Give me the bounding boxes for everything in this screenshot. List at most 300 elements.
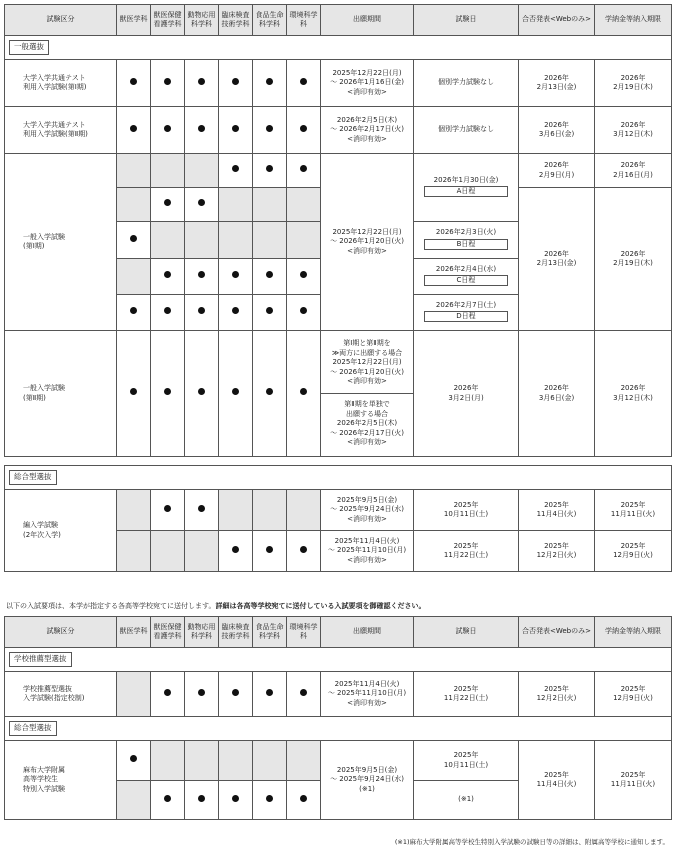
empty-cell	[151, 531, 185, 572]
date-line: 2025年	[453, 541, 479, 550]
name-line: 高等学校生	[23, 775, 58, 784]
name-line: 学校推薦型選抜	[23, 684, 72, 693]
dot-cell	[117, 60, 151, 107]
exam-date-cell	[414, 531, 519, 572]
dot-icon	[232, 271, 239, 278]
table-row	[5, 331, 672, 457]
dot-cell	[253, 259, 287, 295]
date-line: 2025年	[453, 500, 479, 509]
result-cell	[519, 188, 595, 331]
dot-cell	[287, 531, 321, 572]
exam-name	[5, 60, 117, 107]
header-cell: 合否発表<Webのみ>	[519, 5, 595, 36]
date-line: 2月13日(金)	[536, 259, 577, 267]
period-cell	[321, 154, 414, 331]
dot-cell	[219, 331, 253, 457]
schedule-table-2	[4, 616, 672, 820]
period-cell	[321, 531, 414, 572]
period-line: <消印有効>	[347, 87, 387, 96]
dot-cell	[253, 107, 287, 154]
payment-cell	[595, 154, 672, 188]
header-cell: 試験日	[414, 5, 519, 36]
period-line: 2025年12月22日(月)	[332, 358, 402, 367]
dot-icon	[164, 125, 171, 132]
header-cell: 出願期間	[321, 5, 414, 36]
header-label: 獣医保健看護学科	[153, 10, 182, 28]
date-line: 2025年	[544, 500, 569, 509]
period-line: 出願する場合	[346, 409, 388, 418]
date-line: 12月9日(火)	[613, 694, 653, 702]
header-label: 臨床検査技術学科	[221, 10, 250, 28]
dot-cell	[219, 107, 253, 154]
empty-cell	[117, 490, 151, 531]
dot-icon	[198, 307, 205, 314]
dot-cell	[287, 295, 321, 331]
payment-cell	[595, 107, 672, 154]
section-sogo-label: 総合型選抜	[9, 721, 57, 735]
header-cell: 出願期間	[321, 617, 414, 648]
dot-cell	[185, 107, 219, 154]
header-label: 動物応用科学科	[187, 10, 216, 28]
dot-icon	[232, 795, 239, 802]
dot-icon	[130, 307, 137, 314]
dot-cell	[185, 490, 219, 531]
header-label: 食品生命科学科	[255, 10, 284, 28]
period-line: ～ 2025年9月24日(水)	[330, 775, 404, 784]
dot-cell	[151, 107, 185, 154]
period-line: 第Ⅰ期と第Ⅱ期を	[343, 339, 391, 348]
dot-icon	[198, 125, 205, 132]
name-line: 利用入学試験(第Ⅰ期)	[23, 83, 87, 91]
empty-cell	[253, 188, 287, 222]
dot-icon	[232, 388, 239, 395]
dot-cell	[185, 188, 219, 222]
exam-date-cell	[414, 741, 519, 781]
dot-icon	[266, 388, 273, 395]
header-cell	[151, 5, 185, 36]
exam-date-cell	[414, 331, 519, 457]
result-cell	[519, 331, 595, 457]
header-cell: 学納金等納入期限	[595, 617, 672, 648]
schedule-table-1	[4, 4, 672, 572]
header-cell	[287, 5, 321, 36]
date-line: 2026年	[544, 161, 569, 170]
dot-cell	[185, 672, 219, 717]
footnote: (※1)麻布大学附属高等学校生特別入学試験の試験日等の詳細は、附属高等学校に通知します。	[394, 838, 669, 846]
name-line: 一般入学試験	[23, 232, 65, 241]
result-cell	[519, 60, 595, 107]
schedule-b-label: B日程	[424, 239, 508, 250]
dot-cell	[219, 259, 253, 295]
header-cell: 臨床検査技術学科	[219, 617, 253, 648]
payment-cell	[595, 490, 672, 531]
dot-cell	[151, 781, 185, 820]
header-cell	[117, 5, 151, 36]
dot-icon	[266, 78, 273, 85]
name-line: 大学入学共通テスト	[23, 73, 86, 82]
table-row	[5, 741, 672, 781]
empty-cell	[219, 490, 253, 531]
header-cell: 試験日	[414, 617, 519, 648]
exam-date-cell	[414, 490, 519, 531]
notice-bold: 詳細は各高等学校宛てに送付している入試要項を御確認ください。	[215, 602, 426, 610]
name-line: 大学入学共通テスト	[23, 120, 86, 129]
period-line: <消印有効>	[347, 555, 387, 564]
period-single	[321, 394, 413, 455]
exam-name	[5, 672, 117, 717]
dot-icon	[266, 689, 273, 696]
dot-cell	[185, 259, 219, 295]
date-line: 11月22日(土)	[443, 551, 489, 559]
exam-date-cell: 個別学力試験なし	[414, 60, 519, 107]
empty-cell	[219, 741, 253, 781]
result-cell	[519, 672, 595, 717]
dot-icon	[232, 78, 239, 85]
dot-cell	[151, 490, 185, 531]
section-cell	[5, 466, 672, 490]
dot-icon	[300, 388, 307, 395]
exam-name	[5, 331, 117, 457]
exam-date-b	[414, 222, 519, 259]
date-line: 2025年	[544, 541, 569, 550]
period-split	[321, 333, 413, 454]
period-cell	[321, 331, 414, 457]
empty-cell	[185, 222, 219, 259]
date-line: 12月2日(火)	[536, 694, 577, 702]
date-line: 11月4日(火)	[536, 510, 577, 518]
section-cell	[5, 717, 672, 741]
empty-cell	[185, 741, 219, 781]
date-line: 2月19日(木)	[613, 259, 653, 267]
dot-cell	[287, 672, 321, 717]
date-line: 2025年	[453, 684, 479, 693]
payment-cell	[595, 741, 672, 820]
date-line: 3月6日(金)	[538, 130, 575, 138]
dot-cell	[185, 60, 219, 107]
dot-icon	[198, 689, 205, 696]
empty-cell	[151, 222, 185, 259]
header-cell	[185, 5, 219, 36]
table-row	[5, 154, 672, 188]
date-line: 11月11日(火)	[610, 510, 656, 518]
dot-icon	[266, 125, 273, 132]
dot-icon	[232, 165, 239, 172]
dot-icon	[198, 795, 205, 802]
dot-icon	[198, 505, 205, 512]
result-cell	[519, 154, 595, 188]
period-line: <消印有効>	[347, 134, 387, 143]
period-cell	[321, 490, 414, 531]
period-line: 第Ⅱ期を単独で	[344, 400, 390, 409]
period-cell	[321, 741, 414, 820]
date-line: 2026年	[620, 384, 646, 393]
notice-text	[6, 601, 425, 611]
dot-cell	[253, 154, 287, 188]
dot-cell	[287, 781, 321, 820]
dot-icon	[164, 78, 171, 85]
header-cell: 学納金等納入期限	[595, 5, 672, 36]
dot-icon	[164, 388, 171, 395]
dot-icon	[300, 546, 307, 553]
dot-icon	[300, 271, 307, 278]
period-line: <消印有効>	[347, 438, 387, 447]
empty-cell	[287, 222, 321, 259]
payment-cell	[595, 60, 672, 107]
dot-icon	[198, 271, 205, 278]
date-line: 2025年	[453, 751, 479, 760]
section-cell	[5, 36, 672, 60]
exam-date-cell: (※1)	[414, 781, 519, 820]
section-sogo-label: 総合型選抜	[9, 470, 57, 484]
dot-cell	[287, 259, 321, 295]
period-line: 2025年11月4日(火)	[334, 679, 400, 688]
header-cell: 試験区分	[5, 617, 117, 648]
dot-cell	[287, 107, 321, 154]
dot-icon	[266, 795, 273, 802]
date-line: 2026年	[620, 73, 646, 82]
date-line: 2026年	[544, 73, 569, 82]
period-line: ～ 2025年9月24日(水)	[330, 505, 404, 514]
header-cell: 獣医学科	[117, 617, 151, 648]
dot-cell	[151, 60, 185, 107]
header-label: 環境科学科	[289, 10, 318, 28]
schedule-c-label: C日程	[424, 275, 508, 286]
section-row	[5, 36, 672, 60]
dot-cell	[219, 781, 253, 820]
empty-cell	[151, 741, 185, 781]
empty-cell	[117, 154, 151, 188]
dot-cell	[185, 331, 219, 457]
header-cell	[219, 5, 253, 36]
period-line: ～ 2025年11月10日(月)	[327, 546, 407, 555]
period-cell	[321, 60, 414, 107]
dot-icon	[300, 78, 307, 85]
date-line: 2月9日(月)	[538, 170, 575, 179]
period-line: <消印有効>	[347, 698, 387, 707]
section-cell	[5, 648, 672, 672]
dot-cell	[117, 295, 151, 331]
section-row	[5, 648, 672, 672]
dot-cell	[117, 107, 151, 154]
dot-icon	[266, 271, 273, 278]
date-line: 2026年	[453, 384, 479, 393]
name-line: 編入学試験	[23, 521, 58, 530]
empty-cell	[219, 188, 253, 222]
dot-cell	[253, 531, 287, 572]
dot-cell	[253, 331, 287, 457]
date-line: 11月22日(土)	[443, 694, 489, 702]
name-line: 一般入学試験	[23, 384, 65, 393]
date-line: 2026年	[620, 161, 646, 170]
section-general-label: 一般選抜	[9, 40, 49, 54]
period-line: 2025年11月4日(火)	[334, 536, 400, 545]
dot-cell	[185, 781, 219, 820]
empty-cell	[253, 490, 287, 531]
empty-cell	[117, 188, 151, 222]
dot-cell	[151, 672, 185, 717]
dot-icon	[232, 546, 239, 553]
notice-plain: 以下の入試要項は、本学が指定する各高等学校宛てに送付します。	[6, 602, 216, 610]
period-line: ～ 2026年1月20日(火)	[330, 367, 404, 376]
dot-icon	[164, 689, 171, 696]
exam-name	[5, 741, 117, 820]
empty-cell	[117, 672, 151, 717]
table-row	[5, 490, 672, 531]
table-row	[5, 60, 672, 107]
dot-cell	[219, 60, 253, 107]
date-line: 2025年	[620, 684, 646, 693]
period-cell	[321, 672, 414, 717]
dot-icon	[130, 235, 137, 242]
dot-icon	[198, 199, 205, 206]
name-line: 特別入学試験	[23, 784, 65, 793]
dot-cell	[287, 331, 321, 457]
table-row	[5, 107, 672, 154]
date-line: 2025年	[544, 684, 569, 693]
empty-cell	[185, 154, 219, 188]
date-line: 2月16日(月)	[613, 170, 653, 179]
empty-cell	[287, 188, 321, 222]
dot-cell	[117, 741, 151, 781]
table-header-row	[5, 617, 672, 648]
schedule-a-label: A日程	[424, 186, 508, 197]
date-line: 2025年	[620, 770, 646, 779]
dot-cell	[219, 531, 253, 572]
empty-cell	[117, 531, 151, 572]
section-row	[5, 466, 672, 490]
dot-icon	[300, 689, 307, 696]
exam-date-cell	[414, 672, 519, 717]
payment-cell	[595, 672, 672, 717]
period-line: 2025年12月22日(月)	[332, 227, 402, 236]
period-line: ～ 2026年1月16日(金)	[330, 78, 404, 87]
dot-cell	[219, 672, 253, 717]
empty-cell	[219, 222, 253, 259]
period-line: ～ 2026年1月20日(火)	[330, 237, 404, 246]
result-cell	[519, 741, 595, 820]
section-suisen-label: 学校推薦型選抜	[9, 652, 72, 666]
period-cell	[321, 107, 414, 154]
dot-icon	[300, 795, 307, 802]
name-line: 麻布大学附属	[23, 765, 65, 774]
exam-name	[5, 107, 117, 154]
dot-icon	[164, 307, 171, 314]
exam-date-d	[414, 295, 519, 331]
dot-cell	[253, 781, 287, 820]
empty-cell	[151, 154, 185, 188]
header-cell: 環境科学科	[287, 617, 321, 648]
dot-icon	[164, 505, 171, 512]
period-line: 2026年2月5日(木)	[336, 115, 398, 124]
payment-cell	[595, 331, 672, 457]
exam-date-a	[414, 154, 519, 222]
dot-cell	[151, 259, 185, 295]
dot-cell	[287, 60, 321, 107]
dot-icon	[130, 388, 137, 395]
date-line: 12月9日(火)	[613, 551, 653, 559]
empty-cell	[185, 531, 219, 572]
header-cell	[253, 5, 287, 36]
date-line: 2026年	[544, 120, 569, 129]
name-line: (第Ⅱ期)	[23, 393, 46, 402]
dot-icon	[300, 307, 307, 314]
date-line: 2月13日(金)	[536, 83, 577, 91]
date-line: 2026年2月3日(火)	[435, 228, 497, 237]
period-line: <消印有効>	[347, 246, 387, 255]
result-cell	[519, 490, 595, 531]
date-line: 3月12日(木)	[613, 393, 653, 402]
dot-cell	[253, 60, 287, 107]
exam-date-cell: 個別学力試験なし	[414, 107, 519, 154]
period-line: 2025年12月22日(月)	[332, 68, 402, 77]
date-line: 2026年2月4日(水)	[435, 264, 497, 273]
section-row	[5, 717, 672, 741]
dot-cell	[185, 295, 219, 331]
dot-icon	[300, 125, 307, 132]
period-line: ～ 2026年2月17日(火)	[330, 125, 404, 134]
period-line: ≫両方に出願する場合	[331, 348, 403, 357]
empty-cell	[287, 741, 321, 781]
dot-icon	[164, 795, 171, 802]
date-line: 3月6日(金)	[538, 393, 575, 402]
date-line: 10月11日(土)	[443, 510, 489, 518]
header-cell: 食品生命科学科	[253, 617, 287, 648]
dot-cell	[253, 672, 287, 717]
date-line: 2026年	[620, 249, 646, 258]
table-row	[5, 672, 672, 717]
dot-cell	[151, 295, 185, 331]
table-header-row	[5, 5, 672, 36]
payment-cell	[595, 531, 672, 572]
date-line: 11月4日(火)	[536, 780, 577, 788]
dot-icon	[130, 755, 137, 762]
period-line: ～ 2026年2月17日(火)	[330, 428, 404, 437]
empty-cell	[253, 741, 287, 781]
dot-icon	[266, 307, 273, 314]
name-line: 入学試験(指定校制)	[23, 694, 85, 702]
dot-icon	[130, 78, 137, 85]
date-line: 2026年1月30日(金)	[433, 175, 499, 184]
dot-icon	[130, 125, 137, 132]
period-line: <消印有効>	[347, 514, 387, 523]
period-line: 2025年9月5日(金)	[336, 495, 398, 504]
spacer-cell	[5, 457, 672, 466]
result-cell	[519, 531, 595, 572]
dot-icon	[232, 689, 239, 696]
date-line: 10月11日(土)	[443, 760, 489, 769]
date-line: 2026年	[620, 120, 646, 129]
date-line: 2026年	[544, 384, 569, 393]
name-line: (第Ⅰ期)	[23, 242, 45, 250]
exam-date-c	[414, 259, 519, 295]
name-line: (2年次入学)	[23, 530, 61, 539]
dot-icon	[232, 125, 239, 132]
dot-icon	[266, 165, 273, 172]
dot-cell	[219, 295, 253, 331]
exam-name	[5, 154, 117, 331]
dot-cell	[151, 331, 185, 457]
name-line: 利用入学試験(第Ⅱ期)	[23, 130, 88, 138]
period-line: <消印有効>	[347, 377, 387, 386]
dot-cell	[151, 188, 185, 222]
date-line: 2026年	[544, 249, 569, 258]
date-line: 3月12日(木)	[613, 130, 653, 138]
payment-cell	[595, 188, 672, 331]
dot-cell	[253, 295, 287, 331]
spacer-row	[5, 457, 672, 466]
empty-cell	[117, 781, 151, 820]
date-line: 3月2日(月)	[448, 393, 484, 402]
